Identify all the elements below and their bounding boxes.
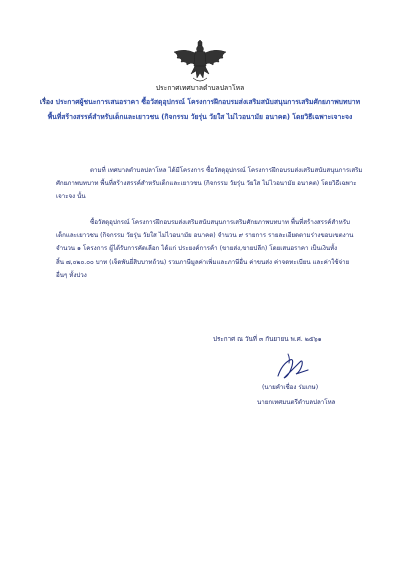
paragraph-2-line: สิ้น ๗,๐๒๐.๐๐ บาท (เจ็ดพันยี่สิบบาทถ้วน) รวมภาษีมูลค่าเพิ่มและภาษีอื่น ค่าขนส่ง ค่าจดทะเบียน และค่าใช้จ่าย	[56, 258, 350, 266]
paragraph-1	[56, 164, 363, 204]
paragraph-1-line: ตามที่ เทศบาลตำบลปลาโหล ได้มีโครงการ ซื้อวัสดุอุปกรณ์ โครงการฝึกอบรมส่งเสริมสนับสนุนการเสริม	[90, 167, 363, 174]
subject-line-2: พื้นที่สร้างสรรค์สำหรับเด็กและเยาวชน (กิจกรรม วัยรุ่น วัยใส ไม่ไวอนามัย อนาคต) โดยวิธีเฉพาะเจาะจง	[47, 113, 353, 121]
signer-title: นายกเทศมนตรีตำบลปลาโหล	[257, 399, 336, 406]
subject-label: เรื่อง	[39, 98, 54, 106]
paragraph-1-line: เจาะจง นั้น	[56, 193, 86, 201]
subject-text-1: ประกาศผู้ชนะการเสนอราคา ซื้อวัสดุอุปกรณ์ โครงการฝึกอบรมส่งเสริมสนับสนุนการเสริมศักยภาพบทบาท	[55, 98, 361, 106]
paragraph-2-line: เด็กและเยาวชน (กิจกรรม วัยรุ่น วัยใส ไม่ไวอนามัย อนาคต) จำนวน ๙ รายการ รายละเอียดตามร่างขอบเขตงาน	[56, 232, 354, 240]
paragraph-2-line: ซื้อวัสดุอุปกรณ์ โครงการฝึกอบรมส่งเสริมสนับสนุนการเสริมศักยภาพบทบาท พื้นที่สร้างสรรค์สำหรับ	[90, 219, 350, 226]
paragraph-2	[56, 216, 360, 282]
paragraph-2-line: จำนวน ๑ โครงการ ผู้ได้รับการคัดเลือก ได้แก่ ประยงค์การค้า (ขายส่ง,ขายปลีก) โดยเสนอราคา เป็นเงินทั้ง	[56, 245, 338, 253]
paragraph-1-line: ศักยภาพบทบาท พื้นที่สร้างสรรค์สำหรับเด็กและเยาวชน (กิจกรรม วัยรุ่น วัยใส ไม่ไวอนามัย อนาคต) โดยวิธีเฉพาะ	[56, 180, 357, 188]
garuda-emblem-icon	[171, 40, 229, 84]
subject-line-1	[0, 98, 400, 107]
signer-name: (นายคำเชื่อง ร่มเกษ)	[262, 384, 319, 391]
paragraph-2-line: อื่นๆ ทั้งปวง	[56, 271, 87, 279]
announcement-date: ประกาศ ณ วันที่ ๓ กันยายน พ.ศ. ๒๕๖๑	[213, 336, 322, 343]
organization-heading: ประกาศเทศบาลตำบลปลาโหล	[155, 84, 245, 92]
signature-mark	[272, 350, 312, 384]
